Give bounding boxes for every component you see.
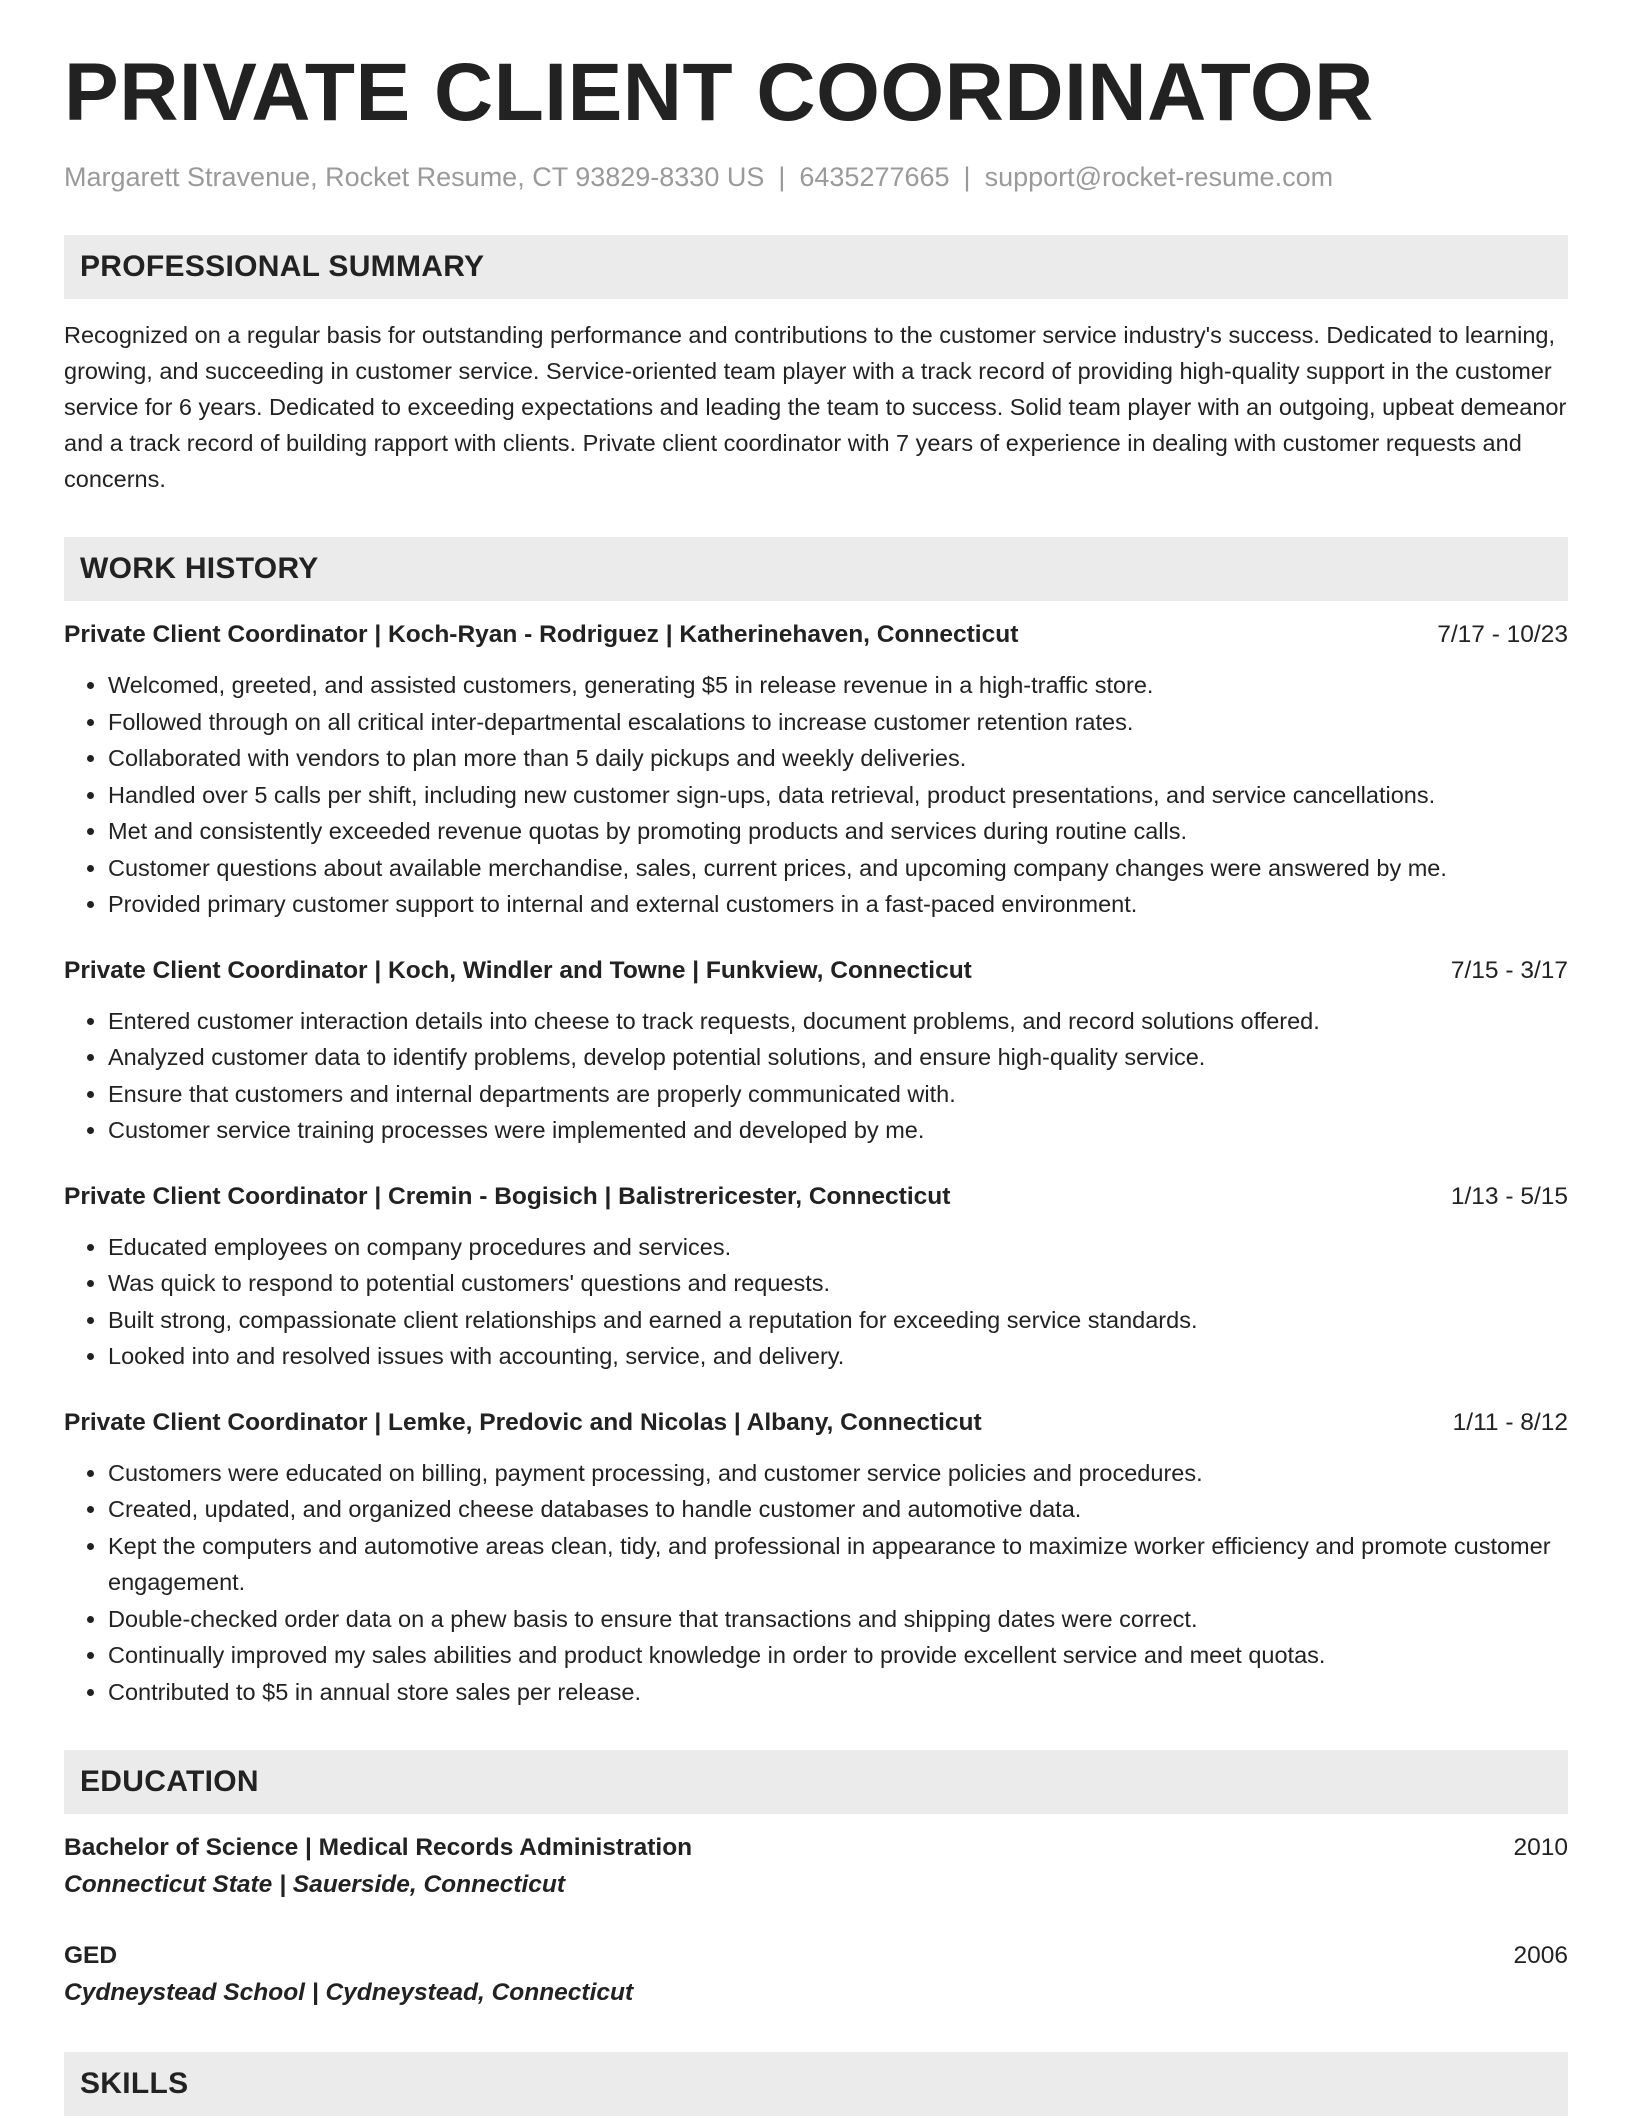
job-bullets: [64, 1455, 1568, 1711]
section-title: SKILLS: [80, 2067, 189, 2101]
bullet-item: • Provided primary customer support to internal and external customers in a fast-paced environment.: [108, 886, 1568, 923]
job-entry: [64, 617, 1568, 923]
education-header: [64, 1938, 1568, 1974]
job-title: Private Client Coordinator | Cremin - Bogisich | Balistrericester, Connecticut: [64, 1182, 951, 1210]
section-header-skills: [64, 2052, 1568, 2116]
bullet-item: • Built strong, compassionate client relationships and earned a reputation for exceeding service standards.: [108, 1302, 1568, 1339]
job-title: Private Client Coordinator | Koch-Ryan - Rodriguez | Katherinehaven, Connecticut: [64, 621, 1019, 649]
bullet-item: • Created, updated, and organized cheese databases to handle customer and automotive data.: [108, 1491, 1568, 1528]
bullet-item: • Collaborated with vendors to plan more than 5 daily pickups and weekly deliveries.: [108, 740, 1568, 777]
bullet-item: • Contributed to $5 in annual store sales per release.: [108, 1674, 1568, 1711]
job-header: [64, 1405, 1568, 1441]
job-dates: 7/15 - 3/17: [1450, 956, 1568, 984]
bullet-item: • Continually improved my sales abilities and product knowledge in order to provide excellent service and meet quotas.: [108, 1637, 1568, 1674]
bullet-item: • Followed through on all critical inter-departmental escalations to increase customer retention rates.: [108, 704, 1568, 741]
section-title: WORK HISTORY: [80, 552, 319, 586]
bullet-item: • Entered customer interaction details into cheese to track requests, document problems, and record solutions offered.: [108, 1003, 1568, 1040]
bullet-item: • Customer questions about available merchandise, sales, current prices, and upcoming company changes were answered by me.: [108, 850, 1568, 887]
summary-text: Recognized on a regular basis for outstanding performance and contributions to the customer service industry's success. Dedicated to learning, growing, and succeeding in customer service. Service-oriented team player with a track record of providing high-quality support in the customer service for 6 years. Dedicated to exceeding expectations and leading the team to success. Solid team player with an outgoing, upbeat demeanor and a track record of building rapport with clients. Private client coordinator with 7 years of experience in dealing with customer requests and concerns.: [64, 322, 1567, 493]
bullet-item: • Double-checked order data on a phew basis to ensure that transactions and shipping dates were correct.: [108, 1601, 1568, 1638]
job-entry: [64, 1179, 1568, 1375]
section-title: EDUCATION: [80, 1765, 259, 1799]
bullet-item: • Welcomed, greeted, and assisted customers, generating $5 in release revenue in a high-traffic store.: [108, 667, 1568, 704]
education-school: Cydneystead School | Cydneystead, Connecticut: [64, 1979, 634, 2007]
education-entry: [64, 1830, 1568, 1904]
job-dates: 1/13 - 5/15: [1450, 1182, 1568, 1210]
education-header: [64, 1830, 1568, 1866]
bullet-item: • Educated employees on company procedures and services.: [108, 1229, 1568, 1266]
education-entry: [64, 1938, 1568, 2012]
job-header: [64, 953, 1568, 989]
bullet-item: • Kept the computers and automotive areas clean, tidy, and professional in appearance to maximize worker efficiency and promote customer engagement.: [108, 1528, 1568, 1601]
contact-phone: 6435277665: [799, 162, 950, 193]
section-header-work-history: [64, 537, 1568, 601]
bullet-item: • Handled over 5 calls per shift, including new customer sign-ups, data retrieval, product presentations, and service cancellations.: [108, 777, 1568, 814]
section-header-summary: [64, 235, 1568, 299]
contact-email: support@rocket-resume.com: [984, 162, 1334, 193]
contact-line: [64, 160, 1568, 195]
job-bullets: [64, 1003, 1568, 1149]
job-dates: 1/11 - 8/12: [1452, 1408, 1568, 1436]
bullet-item: • Was quick to respond to potential customers' questions and requests.: [108, 1265, 1568, 1302]
job-entry: [64, 953, 1568, 1149]
contact-separator: |: [963, 162, 971, 193]
section-title: PROFESSIONAL SUMMARY: [80, 250, 485, 284]
job-title: Private Client Coordinator | Koch, Windler and Towne | Funkview, Connecticut: [64, 956, 972, 984]
education-degree: GED: [64, 1942, 118, 1970]
contact-separator: |: [778, 162, 786, 193]
job-dates: 7/17 - 10/23: [1437, 621, 1568, 649]
education-year: 2006: [1513, 1942, 1568, 1970]
bullet-item: • Analyzed customer data to identify problems, develop potential solutions, and ensure high-quality service.: [108, 1039, 1568, 1076]
job-bullets: [64, 667, 1568, 923]
resume-title: PRIVATE CLIENT COORDINATOR: [64, 47, 1374, 138]
bullet-item: • Customers were educated on billing, payment processing, and customer service policies and procedures.: [108, 1455, 1568, 1492]
bullet-item: • Customer service training processes were implemented and developed by me.: [108, 1112, 1568, 1149]
education-degree: Bachelor of Science | Medical Records Administration: [64, 1834, 693, 1862]
bullet-item: • Ensure that customers and internal departments are properly communicated with.: [108, 1076, 1568, 1113]
job-title: Private Client Coordinator | Lemke, Predovic and Nicolas | Albany, Connecticut: [64, 1408, 982, 1436]
section-header-education: [64, 1750, 1568, 1814]
job-header: [64, 1179, 1568, 1215]
bullet-item: • Looked into and resolved issues with accounting, service, and delivery.: [108, 1338, 1568, 1375]
bullet-item: • Met and consistently exceeded revenue quotas by promoting products and services during routine calls.: [108, 813, 1568, 850]
job-bullets: [64, 1229, 1568, 1375]
contact-address: Margarett Stravenue, Rocket Resume, CT 93829-8330 US: [64, 162, 765, 193]
education-year: 2010: [1513, 1834, 1568, 1862]
education-school: Connecticut State | Sauerside, Connecticut: [64, 1871, 566, 1899]
job-entry: [64, 1405, 1568, 1711]
job-header: [64, 617, 1568, 653]
